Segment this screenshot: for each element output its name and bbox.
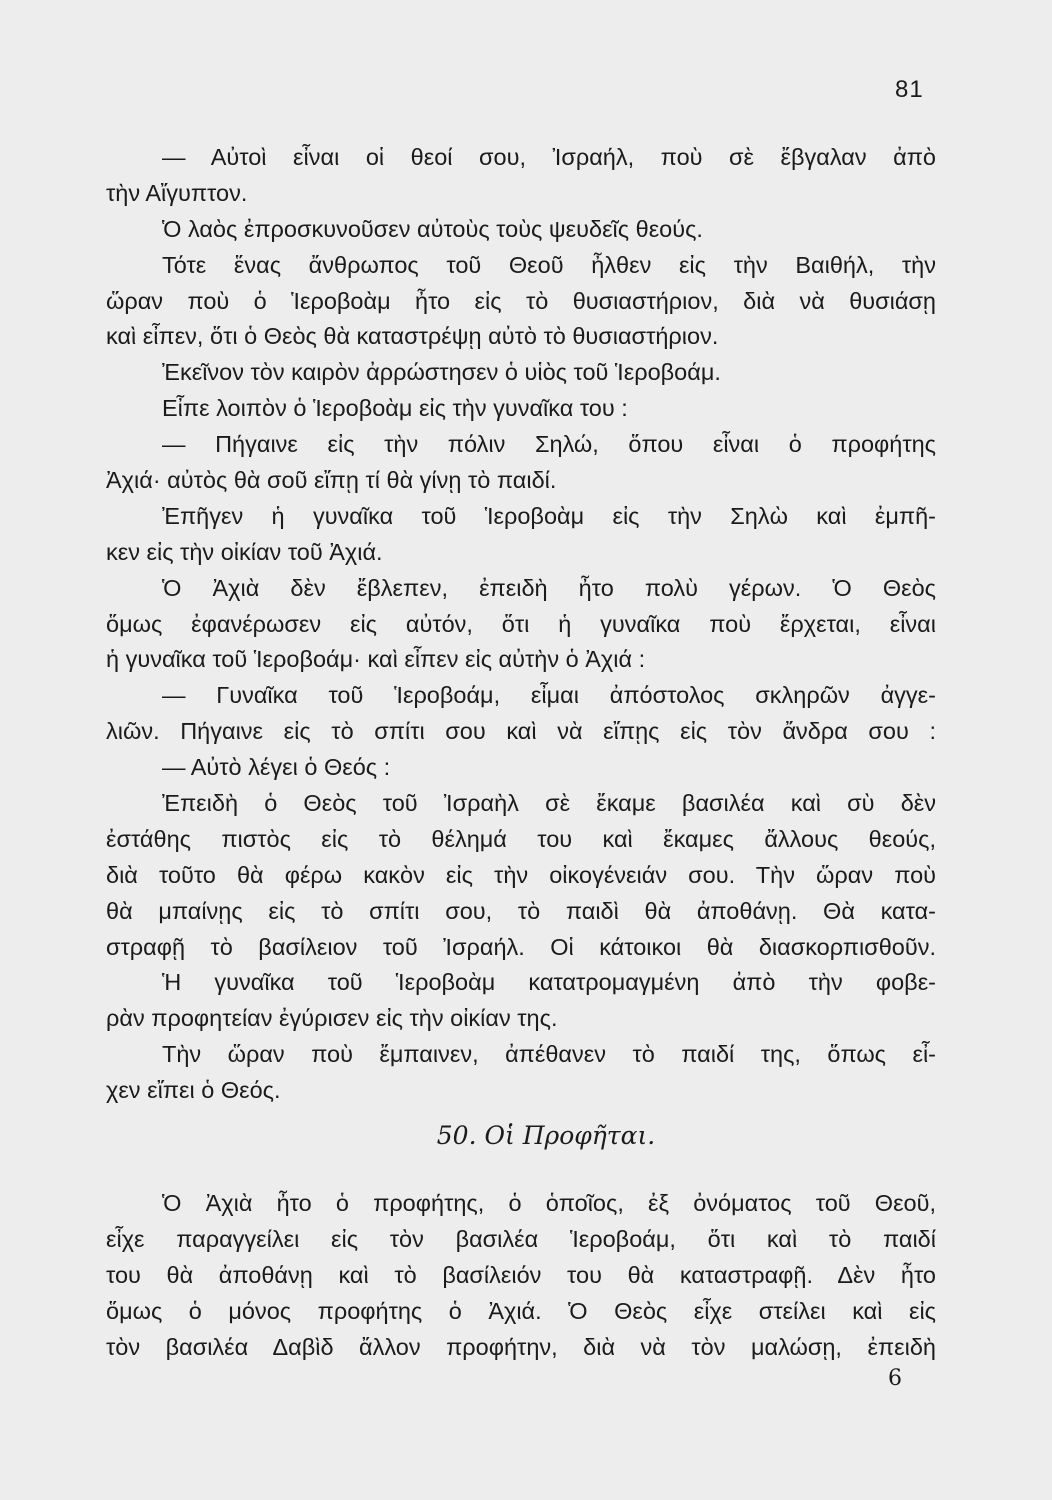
text-line: Ὁ λαὸς ἐπροσκυνοῦσεν αὐτοὺς τοὺς ψευδεῖς θεούς. xyxy=(162,215,703,242)
text-line: ὅμως ὁ μόνος προφήτης ὁ Ἀχιά. Ὁ Θεὸς εἶχε στείλει καὶ εἰς xyxy=(106,1297,936,1324)
section-text xyxy=(106,1186,936,1365)
text-line: — Γυναῖκα τοῦ Ἱεροβοάμ, εἶμαι ἀπόστολος σκληρῶν ἀγγε- xyxy=(162,682,936,709)
text-line: λιῶν. Πήγαινε εἰς τὸ σπίτι σου καὶ νὰ εἴπῃς εἰς τὸν ἄνδρα σου : xyxy=(106,718,936,745)
text-line: διὰ τοῦτο θὰ φέρω κακὸν εἰς τὴν οἰκογένειάν σου. Τὴν ὥραν ποὺ xyxy=(106,861,936,888)
text-line: τὴν Αἴγυπτον. xyxy=(106,179,248,206)
text-line: — Αὐτοὶ εἶναι οἱ θεοί σου, Ἰσραήλ, ποὺ σὲ ἔβγαλαν ἀπὸ xyxy=(162,144,936,170)
text-line: του θὰ ἀποθάνῃ καὶ τὸ βασίλειόν του θὰ καταστραφῇ. Δὲν ἦτο xyxy=(106,1261,936,1288)
signature-mark: 6 xyxy=(888,1366,902,1391)
text-line: Ὁ Ἀχιὰ δὲν ἔβλεπεν, ἐπειδὴ ἦτο πολὺ γέρων. Ὁ Θεὸς xyxy=(162,574,936,601)
text-line: Ἀχιά· αὐτὸς θὰ σοῦ εἴπῃ τί θὰ γίνῃ τὸ παιδί. xyxy=(106,467,557,494)
text-line: Εἶπε λοιπὸν ὁ Ἱεροβοὰμ εἰς τὴν γυναῖκα του : xyxy=(162,395,628,422)
text-line: Ὁ Ἀχιὰ ἦτο ὁ προφήτης, ὁ ὁποῖος, ἐξ ὀνόματος τοῦ Θεοῦ, xyxy=(162,1190,936,1216)
text-line: — Πήγαινε εἰς τὴν πόλιν Σηλώ, ὅπου εἶναι ὁ προφήτης xyxy=(162,431,936,458)
text-line: στραφῇ τὸ βασίλειον τοῦ Ἰσραήλ. Οἱ κάτοικοι θὰ διασκορπισθοῦν. xyxy=(106,933,936,960)
text-line: τὸν βασιλέα Δαβὶδ ἄλλον προφήτην, διὰ νὰ τὸν μαλώσῃ, ἐπειδὴ xyxy=(106,1333,936,1360)
body-text xyxy=(106,140,936,1109)
text-line: ρὰν προφητείαν ἐγύρισεν εἰς τὴν οἰκίαν της. xyxy=(106,1005,558,1032)
text-line: κεν εἰς τὴν οἰκίαν τοῦ Ἀχιά. xyxy=(106,538,383,565)
text-line: ἐστάθης πιστὸς εἰς τὸ θέλημά του καὶ ἔκαμες ἄλλους θεούς, xyxy=(106,825,936,852)
text-line: θὰ μπαίνῃς εἰς τὸ σπίτι σου, τὸ παιδὶ θὰ ἀποθάνῃ. Θὰ κατα- xyxy=(106,897,936,924)
text-line: ἡ γυναῖκα τοῦ Ἱεροβοάμ· καὶ εἶπεν εἰς αὐτὴν ὁ Ἀχιά : xyxy=(106,646,646,673)
text-line: Ἐκεῖνον τὸν καιρὸν ἀρρώστησεν ὁ υἱὸς τοῦ Ἱεροβοάμ. xyxy=(162,359,721,386)
text-line: εἶχε παραγγείλει εἰς τὸν βασιλέα Ἱεροβοάμ, ὅτι καὶ τὸ παιδί xyxy=(106,1225,936,1252)
section-heading: 50. Οἱ Προφῆται. xyxy=(436,1121,656,1150)
text-line: χεν εἴπει ὁ Θεός. xyxy=(106,1077,281,1104)
page-number: 81 xyxy=(895,76,924,103)
text-line: — Αὐτὸ λέγει ὁ Θεός : xyxy=(162,754,391,781)
text-line: Ἡ γυναῖκα τοῦ Ἱεροβοὰμ κατατρομαγμένη ἀπὸ τὴν φοβε- xyxy=(162,969,936,996)
text-line: Τότε ἕνας ἄνθρωπος τοῦ Θεοῦ ἦλθεν εἰς τὴν Βαιθήλ, τὴν xyxy=(162,251,936,278)
text-line: ὅμως ἐφανέρωσεν εἰς αὐτόν, ὅτι ἡ γυναῖκα ποὺ ἔρχεται, εἶναι xyxy=(106,610,936,637)
text-line: Ἐπῆγεν ἡ γυναῖκα τοῦ Ἱεροβοὰμ εἰς τὴν Σηλὼ καὶ ἐμπῆ- xyxy=(162,502,936,529)
text-line: καὶ εἶπεν, ὅτι ὁ Θεὸς θὰ καταστρέψῃ αὐτὸ τὸ θυσιαστήριον. xyxy=(106,323,719,350)
text-line: Τὴν ὥραν ποὺ ἔμπαινεν, ἀπέθανεν τὸ παιδί της, ὅπως εἶ- xyxy=(162,1041,936,1068)
text-line: ὥραν ποὺ ὁ Ἱεροβοὰμ ἦτο εἰς τὸ θυσιαστήριον, διὰ νὰ θυσιάσῃ xyxy=(106,287,936,314)
text-line: Ἐπειδὴ ὁ Θεὸς τοῦ Ἰσραὴλ σὲ ἔκαμε βασιλέα καὶ σὺ δὲν xyxy=(162,790,936,817)
